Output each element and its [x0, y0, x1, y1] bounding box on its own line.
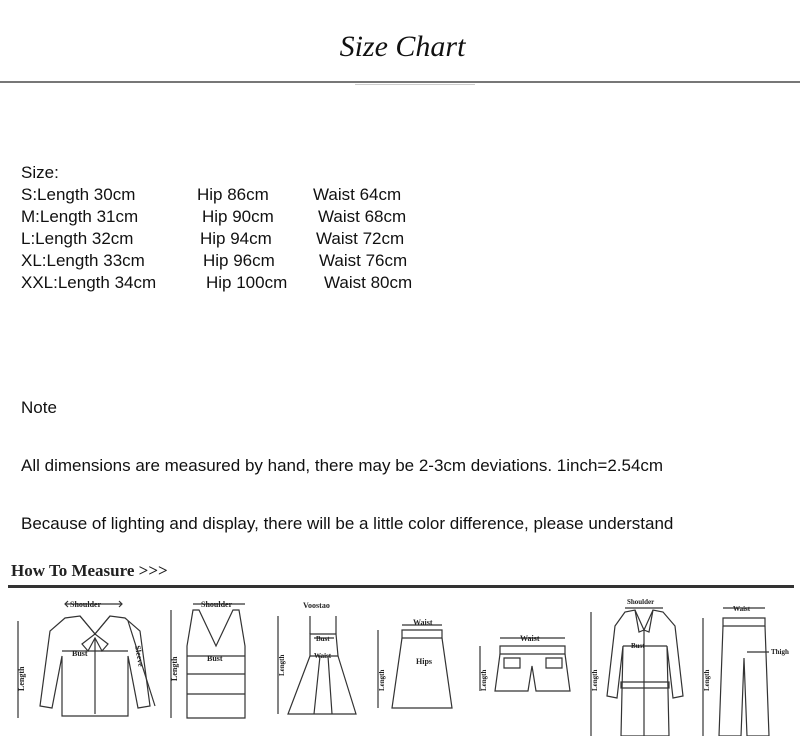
label-bust: Bust — [207, 654, 223, 663]
label-shoulder: Shoulder — [627, 598, 655, 606]
size-length: XL:Length 33cm — [21, 251, 145, 270]
label-sleeve: Sleeve — [133, 644, 146, 668]
note-color: Because of lighting and display, there will be a little color difference, please understand — [21, 514, 674, 533]
size-length: XXL:Length 34cm — [21, 273, 157, 292]
label-waist: Waist — [733, 605, 751, 613]
size-hip: Hip 94cm — [200, 229, 272, 248]
shorts-diagram — [470, 596, 585, 731]
skirt-diagram — [370, 596, 455, 731]
label-length: Length — [378, 669, 386, 691]
size-waist: Waist 80cm — [324, 273, 413, 292]
label-bust: Bust — [631, 642, 645, 650]
coat-diagram — [585, 596, 690, 736]
note-heading: Note — [21, 398, 57, 417]
label-thigh: Thigh — [771, 648, 789, 656]
size-waist: Waist 68cm — [318, 207, 407, 226]
brand-label: Voostao — [303, 601, 330, 610]
blouse-diagram — [10, 596, 160, 731]
label-bust: Bust — [316, 635, 330, 643]
label-waist: Waist — [314, 652, 332, 660]
label-waist: Waist — [413, 618, 433, 627]
page-title: Size Chart — [339, 30, 466, 63]
size-hip: Hip 90cm — [202, 207, 274, 226]
label-bust: Bust — [72, 649, 88, 658]
slip-dress-diagram — [270, 596, 360, 731]
note-measurement: All dimensions are measured by hand, there may be 2-3cm deviations. 1inch=2.54cm — [21, 456, 664, 475]
size-length: M:Length 31cm — [21, 207, 139, 226]
tank-top-diagram — [165, 596, 255, 731]
title-divider — [0, 81, 800, 83]
size-hip: Hip 86cm — [197, 185, 269, 204]
size-hip: Hip 96cm — [203, 251, 275, 270]
label-length: Length — [17, 666, 26, 691]
label-length: Length — [703, 669, 711, 691]
size-hip: Hip 100cm — [206, 273, 288, 292]
label-shoulder: Shoulder — [70, 600, 102, 609]
size-heading: Size: — [21, 163, 59, 182]
size-length: L:Length 32cm — [21, 229, 134, 248]
how-to-measure-title: How To Measure >>> — [11, 561, 168, 580]
how-to-measure-divider — [8, 585, 794, 588]
size-waist: Waist 72cm — [316, 229, 405, 248]
size-length: S:Length 30cm — [21, 185, 136, 204]
pants-diagram — [695, 596, 795, 736]
size-waist: Waist 64cm — [313, 185, 402, 204]
title-divider-shadow — [355, 84, 475, 85]
label-waist: Waist — [520, 634, 540, 643]
label-shoulder: Shoulder — [201, 600, 233, 609]
label-hips: Hips — [416, 657, 433, 666]
label-length: Length — [591, 669, 599, 691]
size-waist: Waist 76cm — [319, 251, 408, 270]
label-length: Length — [170, 656, 179, 681]
label-length: Length — [480, 669, 488, 691]
label-length: Length — [278, 654, 286, 676]
